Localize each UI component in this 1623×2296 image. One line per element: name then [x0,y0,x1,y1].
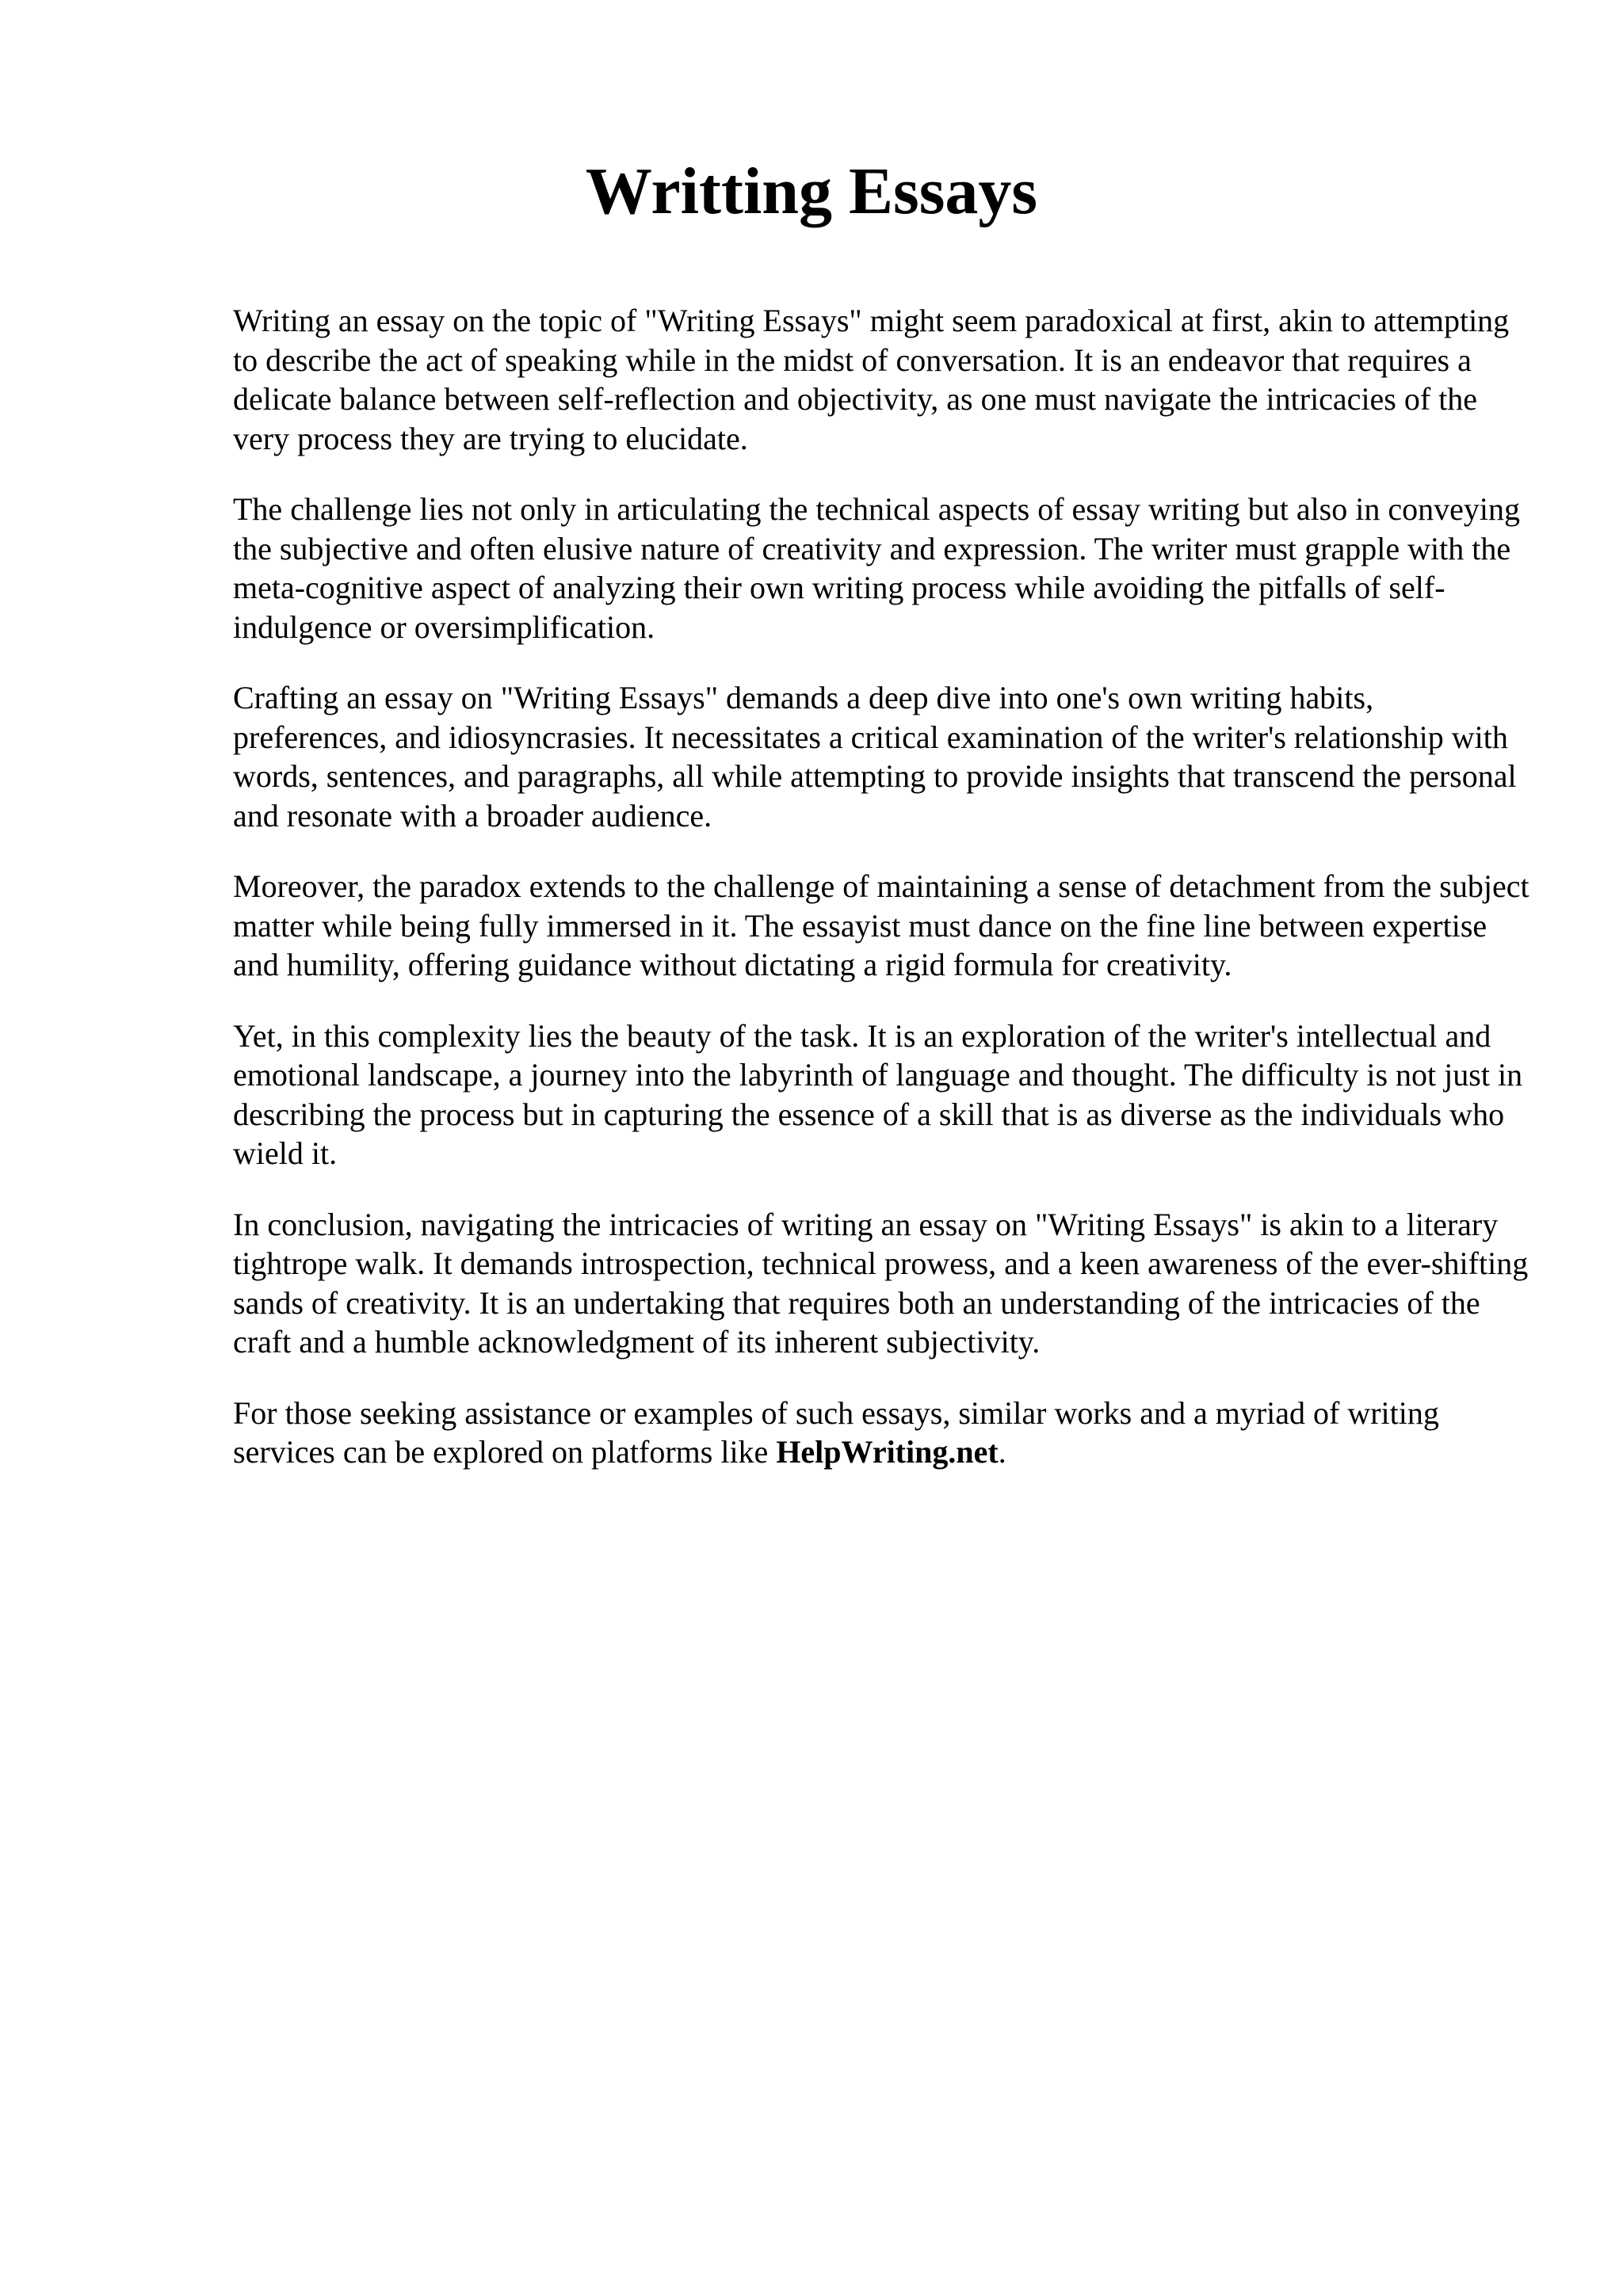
document-body [233,301,1533,1504]
paragraph-6: In conclusion, navigating the intricacies of writing an essay on "Writing Essays" is akin to a literary tightrope walk. It demands introspection, technical prowess, and a keen awareness of the ever-shifting sands of creativity. It is an undertaking that requires both an understanding of the intricacies of the craft and a humble acknowledgment of its inherent subjectivity. [233,1206,1529,1360]
closing-paragraph [233,1394,1533,1472]
closing-text: For those seeking assistance or examples of such essays, similar works and a myriad of writing services can be explored on platforms like [233,1394,1439,1470]
paragraph-4: Moreover, the paradox extends to the challenge of maintaining a sense of detachment from the subject matter while being fully immersed in it. The essayist must dance on the fine line between expertise and humility, offering guidance without dictating a rigid formula for creativity. [233,868,1529,982]
document-title: Writting Essays [585,154,1038,228]
closing-period: . [998,1434,1006,1470]
paragraph-3: Crafting an essay on "Writing Essays" demands a deep dive into one's own writing habits, preferences, and idiosyncrasies. It necessitates a critical examination of the writer's relationship with words, sentences, and paragraphs, all while attempting to provide insights that transcend the personal and resonate with a broader audience. [233,680,1517,833]
paragraph-2: The challenge lies not only in articulating the technical aspects of essay writing but also in conveying the subjective and often elusive nature of creativity and expression. The writer must grapple with the meta-cognitive aspect of analyzing their own writing process while avoiding the pitfalls of self-indulgence or oversimplification. [233,491,1520,645]
helpwriting-link[interactable]: HelpWriting.net [776,1434,999,1470]
paragraph-5: Yet, in this complexity lies the beauty of the task. It is an exploration of the writer's intellectual and emotional landscape, a journey into the labyrinth of language and thought. The difficulty is not just in describing the process but in capturing the essence of a skill that is as diverse as the individuals who wield it. [233,1017,1523,1171]
paragraph-1: Writing an essay on the topic of "Writing Essays" might seem paradoxical at first, akin to attempting to describe the act of speaking while in the midst of conversation. It is an endeavor that requires a delicate balance between self-reflection and objectivity, as one must navigate the intricacies of the very process they are trying to elucidate. [233,303,1510,456]
